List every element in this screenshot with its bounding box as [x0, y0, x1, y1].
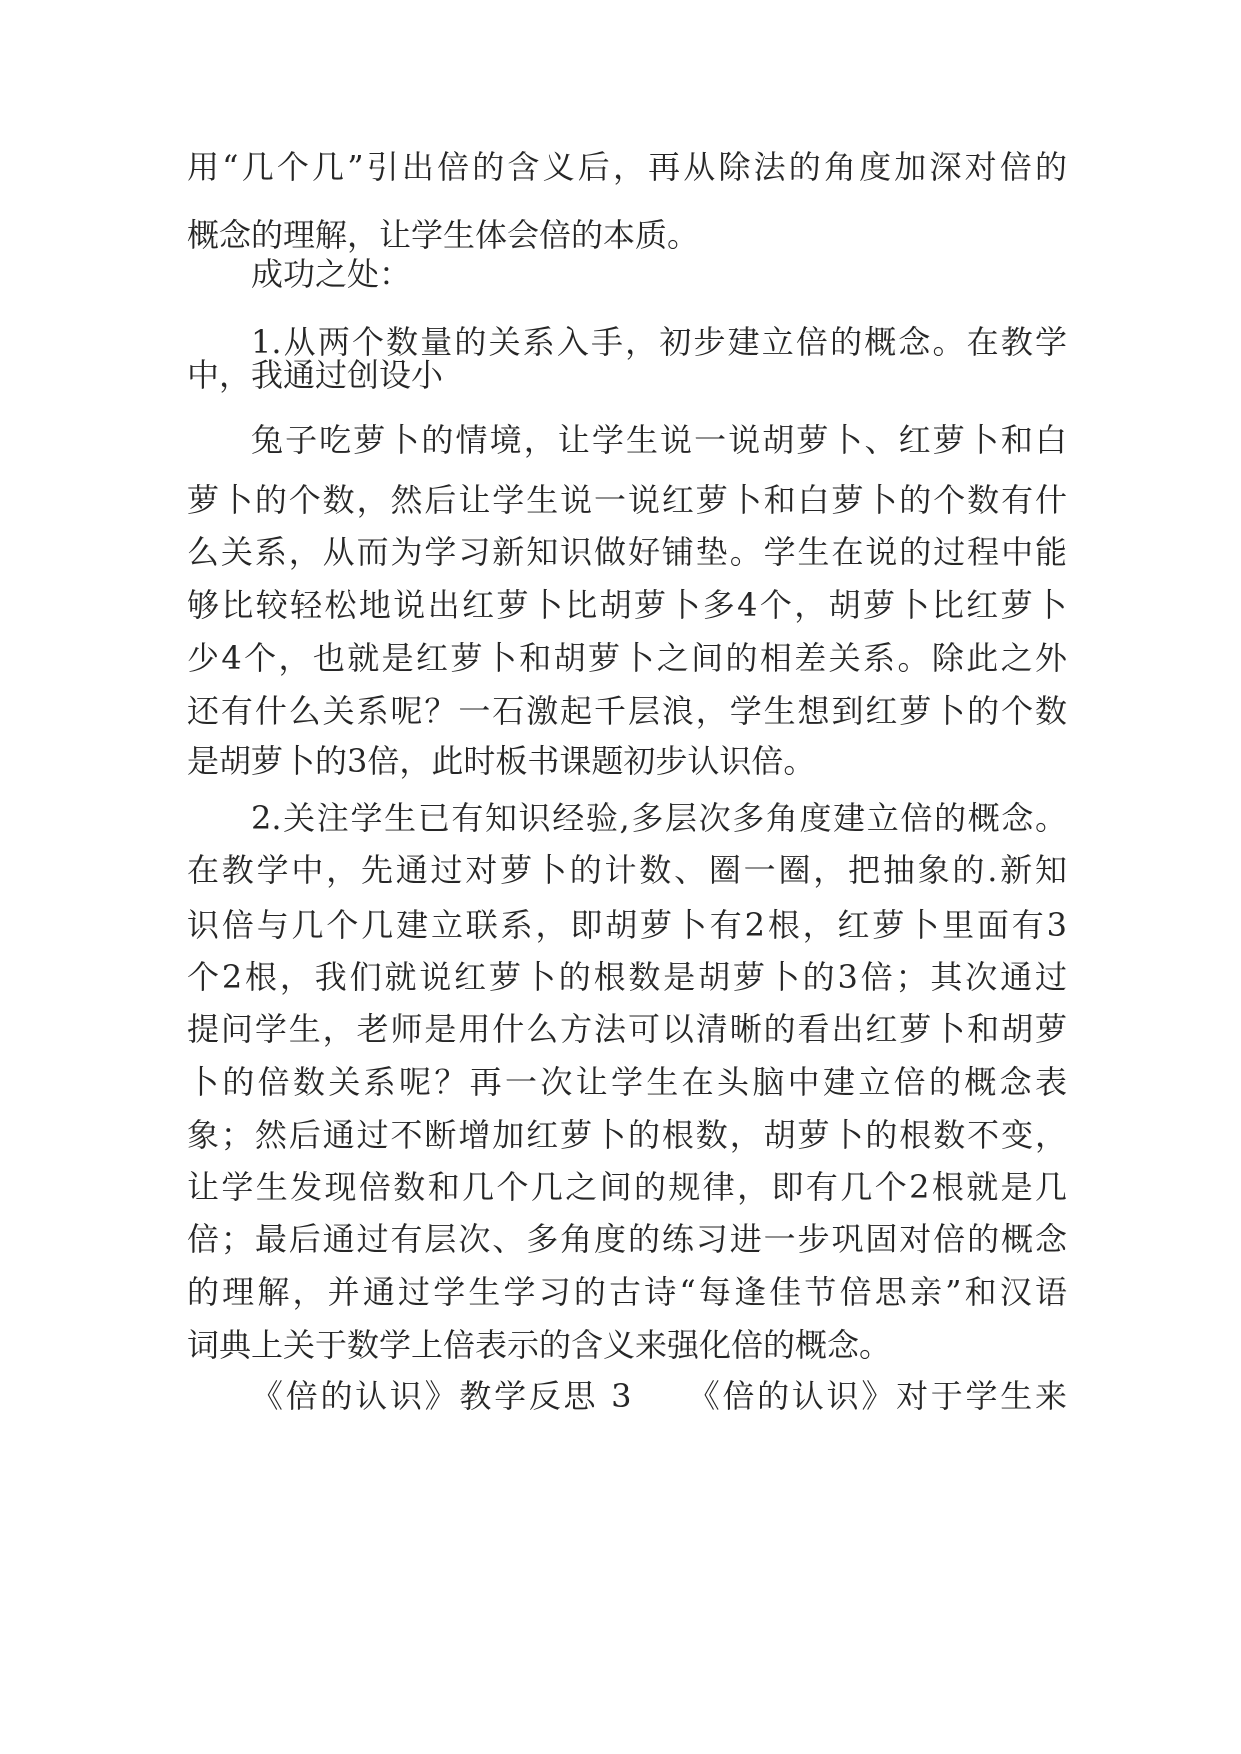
next-section-heading-line: 《倍的认识》教学反思 3 《倍的认识》对于学生来 — [251, 1377, 1067, 1415]
body-text-line: 概念的理解，让学生体会倍的本质。 — [187, 216, 700, 254]
body-text-line: 是胡萝卜的3倍，此时板书课题初步认识倍。 — [187, 742, 816, 780]
body-text-line: 用“几个几”引出倍的含义后，再从除法的角度加深对倍的 — [187, 148, 1067, 186]
list-item-1-line: 中，我通过创设小 — [187, 356, 444, 394]
body-text-line: 卜的倍数关系呢？再一次让学生在头脑中建立倍的概念表 — [187, 1063, 1067, 1101]
body-text-line: 识倍与几个几建立联系，即胡萝卜有2根，红萝卜里面有3 — [187, 906, 1067, 944]
body-text-line: 在教学中，先通过对萝卜的计数、圈一圈，把抽象的.新知 — [187, 851, 1067, 889]
body-text-line: 还有什么关系呢？一石激起千层浪，学生想到红萝卜的个数 — [187, 692, 1067, 730]
section-heading: 成功之处： — [251, 255, 412, 293]
body-text-line: 倍；最后通过有层次、多角度的练习进一步巩固对倍的概念 — [187, 1220, 1067, 1258]
list-item-2-line: 2.关注学生已有知识经验,多层次多角度建立倍的概念。 — [251, 799, 1067, 837]
body-text-line: 萝卜的个数，然后让学生说一说红萝卜和白萝卜的个数有什 — [187, 481, 1067, 519]
body-text-line: 么关系，从而为学习新知识做好铺垫。学生在说的过程中能 — [187, 533, 1067, 571]
body-text-line: 兔子吃萝卜的情境，让学生说一说胡萝卜、红萝卜和白 — [251, 421, 1067, 459]
body-text-line: 提问学生，老师是用什么方法可以清晰的看出红萝卜和胡萝 — [187, 1010, 1067, 1048]
body-text-line: 词典上关于数学上倍表示的含义来强化倍的概念。 — [187, 1326, 892, 1364]
body-text-line: 的理解，并通过学生学习的古诗“每逢佳节倍思亲”和汉语 — [187, 1273, 1067, 1311]
list-item-1-line: 1.从两个数量的关系入手，初步建立倍的概念。在教学 — [251, 323, 1067, 361]
body-text-line: 象；然后通过不断增加红萝卜的根数，胡萝卜的根数不变， — [187, 1116, 1067, 1154]
body-text-line: 够比较轻松地说出红萝卜比胡萝卜多4个，胡萝卜比红萝卜 — [187, 586, 1067, 624]
body-text-line: 让学生发现倍数和几个几之间的规律，即有几个2根就是几 — [187, 1168, 1067, 1206]
body-text-line: 少4个，也就是红萝卜和胡萝卜之间的相差关系。除此之外 — [187, 639, 1067, 677]
body-text-line: 个2根，我们就说红萝卜的根数是胡萝卜的3倍；其次通过 — [187, 958, 1067, 996]
